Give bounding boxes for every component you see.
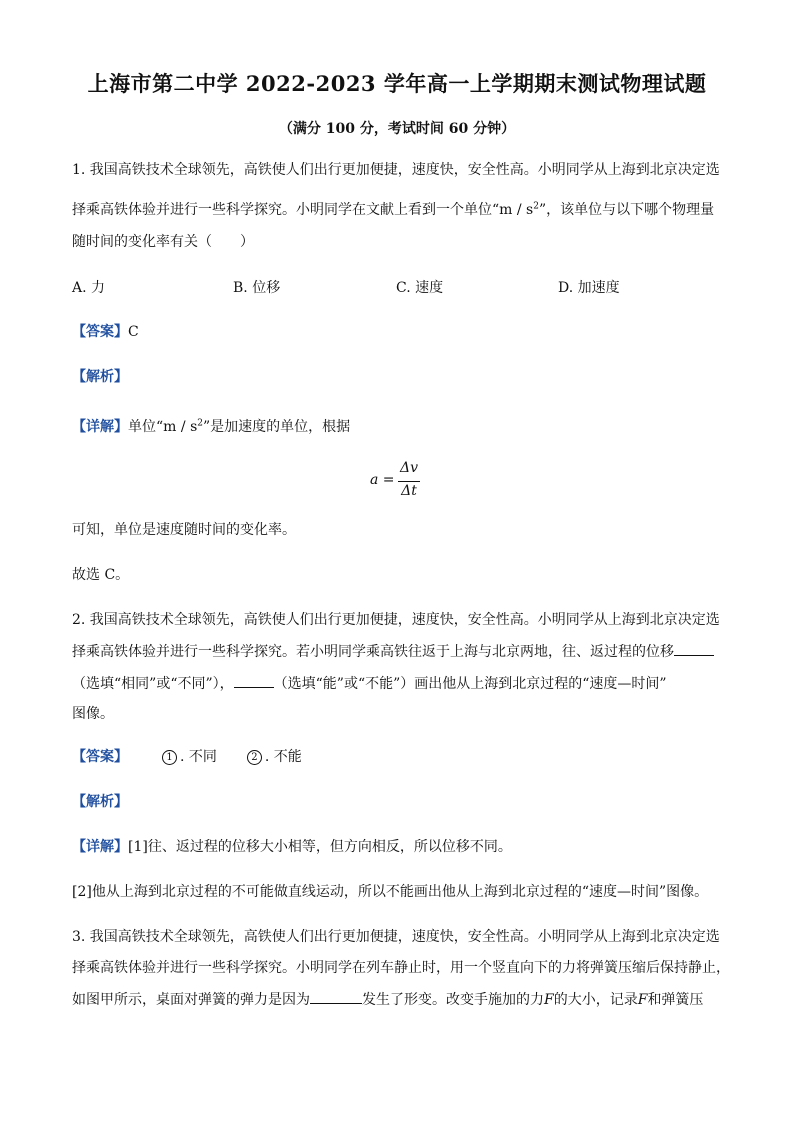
analysis-tag: 【解析】: [72, 369, 128, 385]
q1-detail-pre: 单位“: [128, 419, 164, 435]
formula-denominator: Δt: [401, 483, 417, 499]
q3-blank-1[interactable]: [310, 989, 362, 1004]
q2-stem-line3: [72, 673, 732, 694]
q3-stem-line3: [72, 989, 732, 1010]
q2-stem-line2: [72, 641, 732, 662]
formula-lhs: a =: [370, 472, 395, 488]
circled-number-2: 2: [247, 750, 262, 765]
q3-var-f-2: F: [637, 992, 648, 1008]
q2-stem-line3-a: （选填“相同”或“不同”），: [72, 676, 234, 692]
q1-answer-value: C: [128, 324, 139, 340]
q1-option-a: A. 力: [72, 280, 106, 296]
circled-number-1: 1: [162, 750, 177, 765]
q1-stem-line1: 1. 我国高铁技术全球领先，高铁使人们出行更加便捷，速度快，安全性高。小明同学从上海到北京决定选: [72, 162, 720, 178]
q1-detail-post: ”是加速度的单位，根据: [202, 419, 351, 435]
q1-conclusion-2: 故选 C。: [72, 567, 130, 583]
acceleration-formula: [370, 460, 430, 504]
q3-stem-line1: 3. 我国高铁技术全球领先，高铁使人们出行更加便捷，速度快，安全性高。小明同学从上海到北京决定选: [72, 929, 720, 945]
detail-tag: 【详解】: [72, 419, 128, 435]
q1-conclusion-1: 可知，单位是速度随时间的变化率。: [72, 522, 296, 538]
q1-stem-line3: 随时间的变化率有关（ ）: [72, 234, 254, 250]
exam-info: （满分 100 分，考试时间 60 分钟）: [278, 121, 516, 137]
q2-answer-1: . 不同: [180, 749, 217, 765]
analysis-tag: 【解析】: [72, 794, 128, 810]
q3-stem-line2: 择乘高铁体验并进行一些科学探究。小明同学在列车静止时，用一个竖直向下的力将弹簧压缩后保持静止，: [72, 960, 730, 976]
q1-option-d: D. 加速度: [558, 280, 620, 296]
q2-stem-line2-text: 择乘高铁体验并进行一些科学探究。若小明同学乘高铁往返于上海与北京两地，往、返过程的位移: [72, 644, 674, 660]
q2-detail-1-text: [1]往、返过程的位移大小相等，但方向相反，所以位移不同。: [128, 839, 512, 855]
q2-detail-2: [2]他从上海到北京过程的不可能做直线运动，所以不能画出他从上海到北京过程的“速度—时间”图像。: [72, 884, 709, 900]
q1-option-b: B. 位移: [233, 280, 281, 296]
q1-option-c: C. 速度: [396, 280, 444, 296]
fraction-bar: [398, 481, 420, 482]
q1-stem-line2: [72, 200, 732, 220]
q1-unit-base: m / s: [499, 202, 534, 218]
q2-blank-1[interactable]: [674, 641, 714, 656]
q1-unit-exp: 2: [533, 201, 539, 212]
q1-stem-line2-post: ”，该单位与以下哪个物理量: [538, 202, 715, 218]
q2-stem-line1: 2. 我国高铁技术全球领先，高铁使人们出行更加便捷，速度快，安全性高。小明同学从上海到北京决定选: [72, 612, 720, 628]
answer-tag: 【答案】: [72, 749, 128, 765]
detail-tag: 【详解】: [72, 839, 128, 855]
q1-detail: [72, 417, 732, 437]
q2-blank-2[interactable]: [234, 673, 274, 688]
q1-detail-unit-base: m / s: [163, 419, 198, 435]
q2-stem-line3-b: （选填“能”或“不能”）画出他从上海到北京过程的“速度—时间”: [273, 676, 667, 692]
answer-tag: 【答案】: [72, 324, 128, 340]
page-title: 上海市第二中学 2022-2023 学年高一上学期期末测试物理试题: [87, 71, 707, 96]
q3-stem-line3-d: 和弹簧压: [647, 992, 704, 1008]
q1-unit: [499, 202, 539, 218]
q3-stem-line3-b: 发生了形变。改变手施加的力: [362, 992, 544, 1008]
q2-detail-1: [72, 837, 732, 857]
q3-stem-line3-c: 的大小，记录: [553, 992, 638, 1008]
q2-analysis: [72, 792, 732, 812]
q2-stem-line4: 图像。: [72, 706, 114, 722]
q2-answer-2: . 不能: [264, 749, 302, 765]
q3-var-f-1: F: [544, 992, 554, 1008]
q2-answer: [72, 747, 732, 767]
q1-answer: [72, 322, 732, 342]
q1-detail-unit-exp: 2: [197, 418, 203, 429]
q3-stem-line3-a: 如图甲所示，桌面对弹簧的弹力是因为: [72, 992, 310, 1008]
q1-analysis: [72, 367, 732, 387]
formula-numerator: Δv: [399, 460, 419, 476]
q1-stem-line2-pre: 择乘高铁体验并进行一些科学探究。小明同学在文献上看到一个单位“: [72, 202, 500, 218]
